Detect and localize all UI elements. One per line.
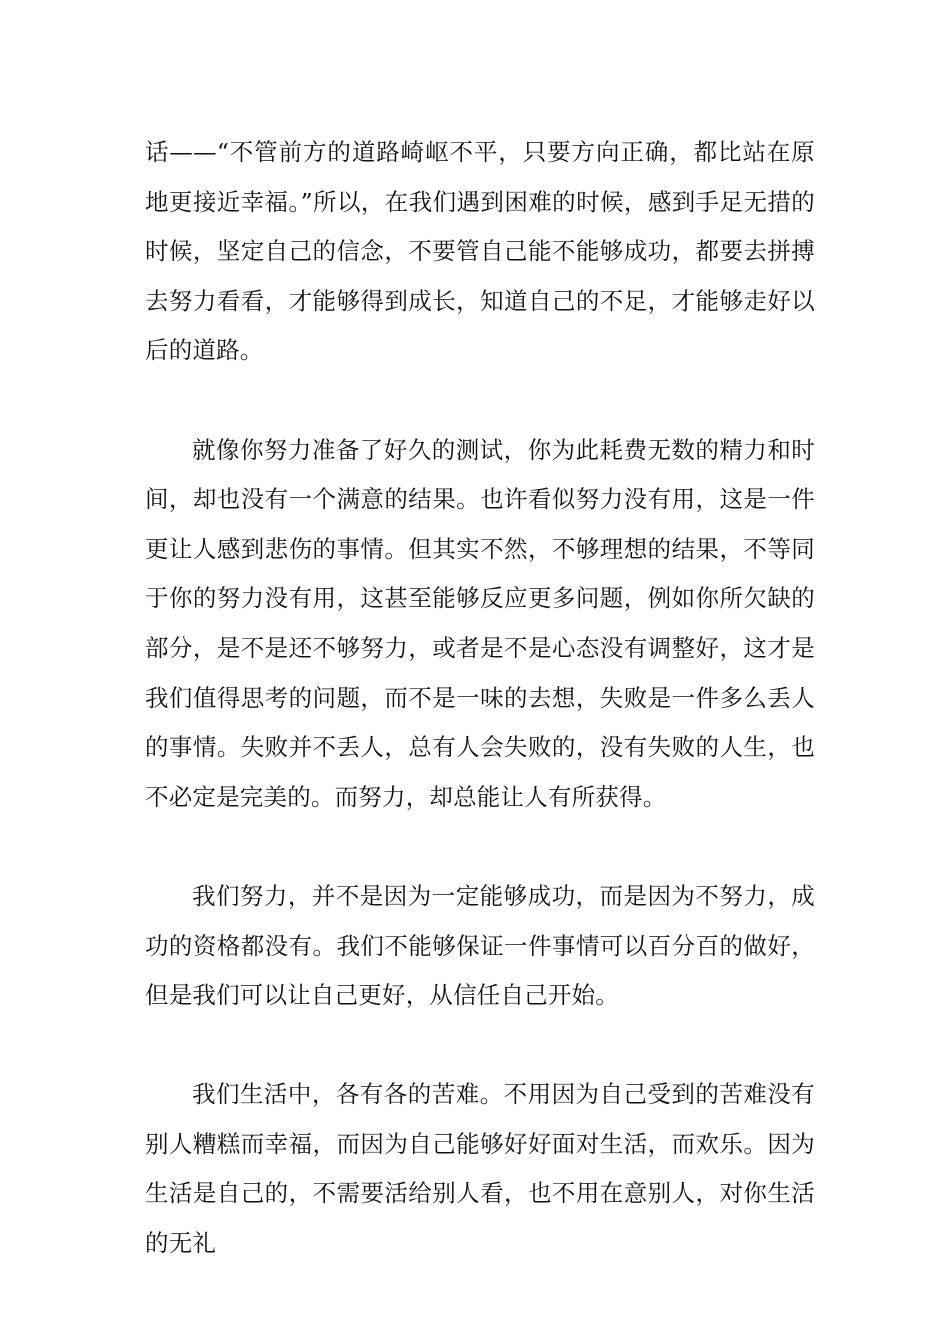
document-body bbox=[145, 128, 815, 1269]
paragraph-1: 话——“不管前方的道路崎岖不平，只要方向正确，都比站在原地更接近幸福。”所以，在我们遇到困难的时候，感到手足无措的时候，坚定自己的信念，不要管自己能不能够成功，都要去拼搏去努力看看，才能够得到成长，知道自己的不足，才能够走好以后的道路。 bbox=[145, 138, 815, 365]
paragraph-4: 我们生活中，各有各的苦难。不用因为自己受到的苦难没有别人糟糕而幸福，而因为自己能够好好面对生活，而欢乐。因为生活是自己的，不需要活给别人看，也不用在意别人，对你生活的无礼 bbox=[145, 1080, 815, 1258]
paragraph-2: 就像你努力准备了好久的测试，你为此耗费无数的精力和时间，却也没有一个满意的结果。也许看似努力没有用，这是一件更让人感到悲伤的事情。但其实不然，不够理想的结果，不等同于你的努力没有用，这甚至能够反应更多问题，例如你所欠缺的部分，是不是还不够努力，或者是不是心态没有调整好，这才是我们值得思考的问题，而不是一味的去想，失败是一件多么丢人的事情。失败并不丢人，总有人会失败的，没有失败的人生，也不必定是完美的。而努力，却总能让人有所获得。 bbox=[145, 435, 815, 811]
paragraph-3: 我们努力，并不是因为一定能够成功，而是因为不努力，成功的资格都没有。我们不能够保证一件事情可以百分百的做好，但是我们可以让自己更好，从信任自己开始。 bbox=[145, 881, 815, 1010]
